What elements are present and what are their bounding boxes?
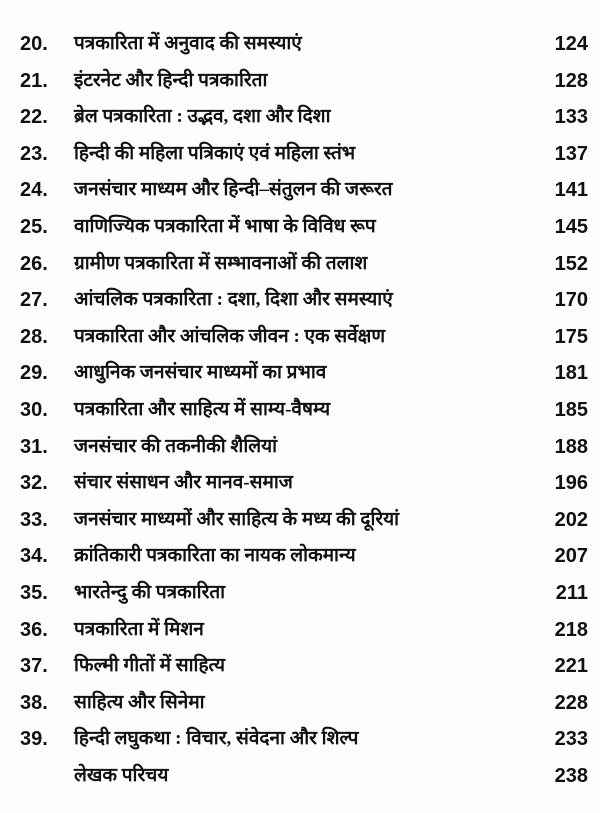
entry-number: 33. — [20, 508, 48, 531]
entry-page-number: 175 — [554, 325, 588, 348]
entry-title: पत्रकारिता में मिशन — [74, 618, 204, 640]
entry-number: 30. — [20, 398, 48, 421]
entry-number: 39. — [20, 728, 48, 751]
toc-entry — [0, 209, 600, 246]
entry-number: 31. — [20, 435, 48, 458]
entry-title: इंटरनेट और हिन्दी पत्रकारिता — [74, 69, 268, 91]
entry-title: पत्रकारिता और साहित्य में साम्य-वैषम्य — [74, 398, 331, 420]
toc-entry — [0, 99, 600, 136]
entry-page-number: 145 — [554, 215, 588, 238]
entry-page-number: 124 — [554, 33, 588, 55]
toc-entry — [0, 758, 600, 795]
toc-entry — [0, 319, 600, 356]
entry-page-number: 228 — [554, 691, 588, 714]
entry-page-number: 188 — [554, 435, 588, 458]
entry-title: ग्रामीण पत्रकारिता में सम्भावनाओं की तलाश — [74, 252, 368, 274]
entry-title: साहित्य और सिनेमा — [74, 691, 205, 713]
toc-entry — [0, 538, 600, 575]
entry-title: भारतेन्दु की पत्रकारिता — [74, 581, 226, 603]
entry-number: 21. — [20, 69, 48, 92]
entry-number: 29. — [20, 362, 48, 385]
entry-number: 35. — [20, 581, 48, 604]
toc-entry — [0, 685, 600, 722]
toc-entry — [0, 612, 600, 649]
entry-title: हिन्दी की महिला पत्रिकाएं एवं महिला स्तंभ — [74, 142, 356, 164]
entry-number: 23. — [20, 142, 48, 165]
entry-page-number: 185 — [554, 398, 588, 421]
entry-number: 20. — [20, 33, 48, 55]
entry-number: 36. — [20, 618, 48, 641]
entry-number: 26. — [20, 252, 48, 275]
toc-entry — [0, 502, 600, 539]
toc-entry — [0, 246, 600, 283]
entry-title: लेखक परिचय — [74, 764, 169, 786]
entry-page-number: 218 — [554, 618, 588, 641]
entry-page-number: 133 — [554, 106, 588, 129]
toc-entry — [0, 282, 600, 319]
entry-number: 28. — [20, 325, 48, 348]
entry-number: 24. — [20, 179, 48, 202]
entry-title: जनसंचार माध्यमों और साहित्य के मध्य की दूरियां — [74, 508, 400, 530]
toc-entry — [0, 465, 600, 502]
entry-number: 38. — [20, 691, 48, 714]
toc-entry — [0, 575, 600, 612]
entry-number: 25. — [20, 215, 48, 238]
entry-title: जनसंचार माध्यम और हिन्दी–संतुलन की जरूरत — [74, 179, 393, 201]
toc-entry — [0, 392, 600, 429]
entry-title: क्रांतिकारी पत्रकारिता का नायक लोकमान्य — [74, 545, 356, 567]
table-of-contents — [0, 26, 600, 794]
entry-page-number: 170 — [554, 289, 588, 312]
toc-entry — [0, 26, 600, 63]
entry-number: 34. — [20, 545, 48, 568]
entry-page-number: 141 — [554, 179, 588, 202]
entry-number: 22. — [20, 106, 48, 129]
entry-title: हिन्दी लघुकथा : विचार, संवेदना और शिल्प — [74, 728, 359, 750]
entry-number: 27. — [20, 289, 48, 312]
entry-title: आधुनिक जनसंचार माध्यमों का प्रभाव — [74, 362, 327, 384]
entry-page-number: 128 — [554, 69, 588, 92]
entry-page-number: 211 — [555, 581, 588, 604]
entry-title: जनसंचार की तकनीकी शैलियां — [74, 435, 278, 457]
entry-title: पत्रकारिता और आंचलिक जीवन : एक सर्वेक्षण — [74, 325, 386, 347]
toc-entry — [0, 648, 600, 685]
entry-number: 32. — [20, 472, 48, 495]
entry-page-number: 207 — [554, 545, 588, 568]
entry-page-number: 196 — [554, 472, 588, 495]
entry-title: संचार संसाधन और मानव-समाज — [74, 472, 293, 494]
toc-entry — [0, 172, 600, 209]
toc-entry — [0, 721, 600, 758]
toc-entry — [0, 429, 600, 466]
entry-title: आंचलिक पत्रकारिता : दशा, दिशा और समस्याएं — [74, 289, 393, 311]
entry-page-number: 152 — [554, 252, 588, 275]
entry-title: ब्रेल पत्रकारिता : उद्भव, दशा और दिशा — [74, 106, 331, 128]
toc-entry — [0, 136, 600, 173]
entry-number: 37. — [20, 655, 48, 678]
toc-entry — [0, 355, 600, 392]
entry-page-number: 202 — [554, 508, 588, 531]
entry-page-number: 233 — [554, 728, 588, 751]
toc-entry — [0, 63, 600, 100]
entry-title: वाणिज्यिक पत्रकारिता में भाषा के विविध रूप — [74, 215, 376, 237]
entry-page-number: 181 — [554, 362, 588, 385]
entry-page-number: 238 — [554, 764, 588, 787]
entry-title: फिल्मी गीतों में साहित्य — [74, 655, 226, 677]
entry-title: पत्रकारिता में अनुवाद की समस्याएं — [74, 33, 302, 54]
entry-page-number: 221 — [554, 655, 588, 678]
entry-page-number: 137 — [554, 142, 588, 165]
